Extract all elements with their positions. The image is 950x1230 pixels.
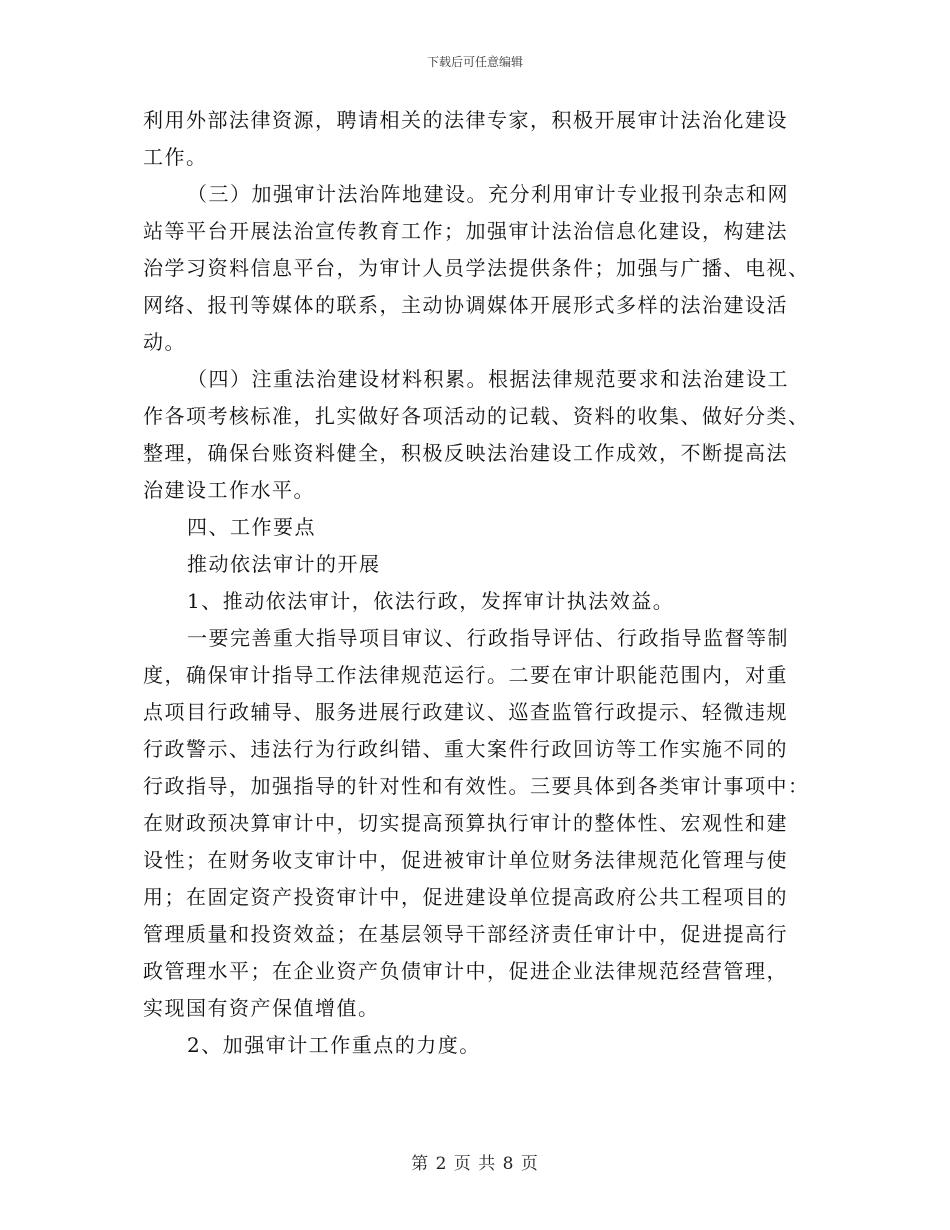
numbered-item: 1、推动依法审计，依法行政，发挥审计执法效益。 [187,589,675,613]
text-line: 管理质量和投资效益；在基层领导干部经济责任审计中，促进提高行 [143,922,788,946]
section-heading: 四、工作要点 [187,515,316,539]
text-line: （三）加强审计法治阵地建设。充分利用审计专业报刊杂志和网 [187,182,789,206]
text-line: （四）注重法治建设材料积累。根据法律规范要求和法治建设工 [187,367,789,391]
text-line: 动。 [143,330,186,354]
text-line: 实现国有资产保值增值。 [143,996,380,1020]
text-line: 政管理水平；在企业资产负债审计中，促进企业法律规范经营管理， [143,959,788,983]
subsection-heading: 推动依法审计的开展 [187,552,381,576]
text-line: 点项目行政辅导、服务进展行政建议、巡查监管行政提示、轻微违规 [143,700,788,724]
text-line: 设性；在财务收支审计中，促进被审计单位财务法律规范化管理与使 [143,848,788,872]
text-line: 工作。 [143,145,208,169]
text-line: 度，确保审计指导工作法律规范运行。二要在审计职能范围内，对重 [143,663,788,687]
page-header-note: 下载后可任意编辑 [426,55,523,69]
text-line: 治建设工作水平。 [143,478,315,502]
text-line: 行政指导，加强指导的针对性和有效性。三要具体到各类审计事项中： [143,774,810,798]
text-line: 网络、报刊等媒体的联系，主动协调媒体开展形式多样的法治建设活 [143,293,788,317]
text-line: 作各项考核标准，扎实做好各项活动的记载、资料的收集、做好分类、 [143,404,810,428]
text-line: 在财政预决算审计中，切实提高预算执行审计的整体性、宏观性和建 [143,811,788,835]
text-line: 行政警示、违法行为行政纠错、重大案件行政回访等工作实施不同的 [143,737,788,761]
text-line: 整理，确保台账资料健全，积极反映法治建设工作成效，不断提高法 [143,441,788,465]
numbered-item: 2、加强审计工作重点的力度。 [187,1033,481,1057]
text-line: 站等平台开展法治宣传教育工作；加强审计法治信息化建设，构建法 [143,219,788,243]
document-body [143,102,810,1064]
text-line: 一要完善重大指导项目审议、行政指导评估、行政指导监督等制 [187,626,789,650]
page-number: 第 2 页 共 8 页 [411,1154,539,1174]
text-line: 利用外部法律资源，聘请相关的法律专家，积极开展审计法治化建设 [143,108,788,132]
text-line: 治学习资料信息平台，为审计人员学法提供条件；加强与广播、电视、 [143,256,810,280]
text-line: 用；在固定资产投资审计中，促进建设单位提高政府公共工程项目的 [143,885,788,909]
